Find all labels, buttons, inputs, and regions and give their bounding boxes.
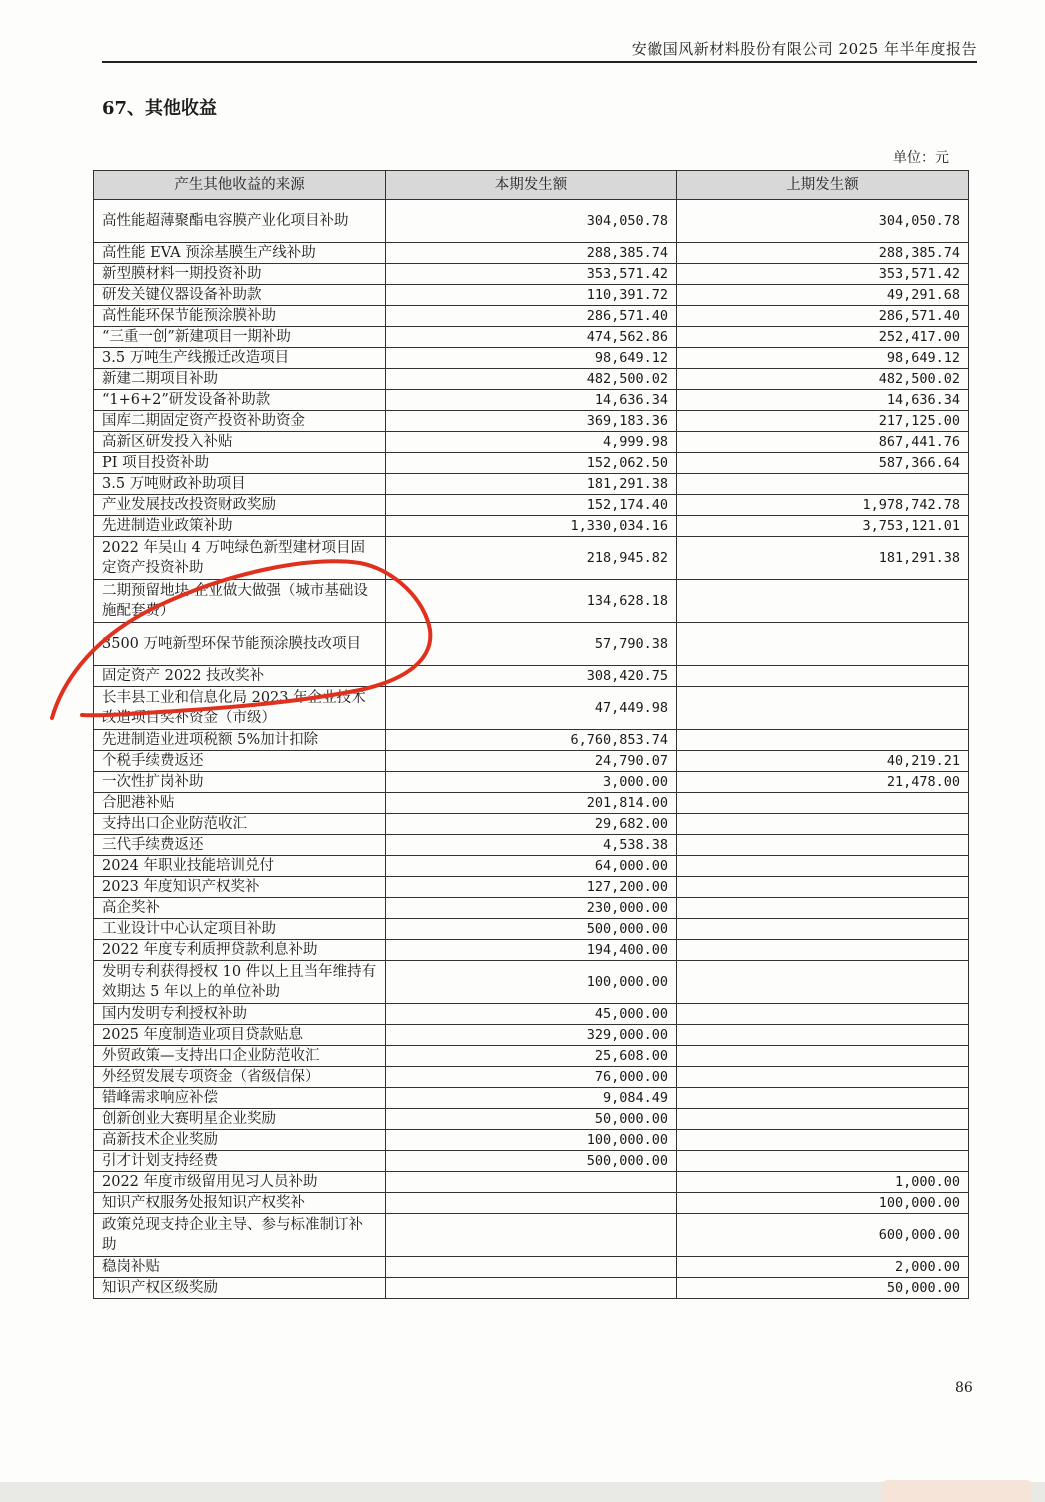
- table-row: [94, 306, 969, 327]
- header-current: 本期发生额: [386, 171, 677, 200]
- table-row: [94, 1046, 969, 1067]
- previous-amount-cell: 304,050.78: [677, 200, 969, 243]
- previous-amount-cell: [677, 898, 969, 919]
- table-row: [94, 285, 969, 306]
- table-row: [94, 1193, 969, 1214]
- source-cell: 高新区研发投入补贴: [94, 432, 386, 453]
- bottom-tab[interactable]: [882, 1480, 1032, 1502]
- current-amount-cell: 57,790.38: [386, 623, 677, 666]
- previous-amount-cell: 482,500.02: [677, 369, 969, 390]
- previous-amount-cell: [677, 1004, 969, 1025]
- source-cell: 个税手续费返还: [94, 751, 386, 772]
- table-row: [94, 772, 969, 793]
- current-amount-cell: 24,790.07: [386, 751, 677, 772]
- previous-amount-cell: 600,000.00: [677, 1214, 969, 1257]
- source-cell: 研发关键仪器设备补助款: [94, 285, 386, 306]
- source-cell: 2022 年吴山 4 万吨绿色新型建材项目固定资产投资补助: [94, 537, 386, 580]
- current-amount-cell: 194,400.00: [386, 940, 677, 961]
- source-cell: 稳岗补贴: [94, 1257, 386, 1278]
- table-row: [94, 243, 969, 264]
- previous-amount-cell: 21,478.00: [677, 772, 969, 793]
- table-row: [94, 961, 969, 1004]
- table-row: [94, 516, 969, 537]
- previous-amount-cell: 40,219.21: [677, 751, 969, 772]
- current-amount-cell: 1,330,034.16: [386, 516, 677, 537]
- current-amount-cell: 201,814.00: [386, 793, 677, 814]
- previous-amount-cell: 1,978,742.78: [677, 495, 969, 516]
- section-title: 67、其他收益: [102, 98, 218, 119]
- table-row: [94, 730, 969, 751]
- previous-amount-cell: 252,417.00: [677, 327, 969, 348]
- previous-amount-cell: 286,571.40: [677, 306, 969, 327]
- previous-amount-cell: [677, 666, 969, 687]
- previous-amount-cell: [677, 474, 969, 495]
- current-amount-cell: 76,000.00: [386, 1067, 677, 1088]
- previous-amount-cell: [677, 1151, 969, 1172]
- current-amount-cell: [386, 1193, 677, 1214]
- current-amount-cell: 50,000.00: [386, 1109, 677, 1130]
- current-amount-cell: 6,760,853.74: [386, 730, 677, 751]
- table-row: [94, 348, 969, 369]
- source-cell: 政策兑现支持企业主导、参与标准制订补助: [94, 1214, 386, 1257]
- current-amount-cell: 353,571.42: [386, 264, 677, 285]
- source-cell: 错峰需求响应补偿: [94, 1088, 386, 1109]
- current-amount-cell: 100,000.00: [386, 961, 677, 1004]
- table-row: [94, 200, 969, 243]
- other-income-table: [93, 170, 969, 1299]
- current-amount-cell: 152,062.50: [386, 453, 677, 474]
- current-amount-cell: 500,000.00: [386, 1151, 677, 1172]
- current-amount-cell: [386, 1172, 677, 1193]
- source-cell: 2022 年度市级留用见习人员补助: [94, 1172, 386, 1193]
- previous-amount-cell: [677, 835, 969, 856]
- table-row: [94, 1257, 969, 1278]
- previous-amount-cell: [677, 793, 969, 814]
- source-cell: 2024 年职业技能培训兑付: [94, 856, 386, 877]
- previous-amount-cell: 3,753,121.01: [677, 516, 969, 537]
- source-cell: 知识产权服务处报知识产权奖补: [94, 1193, 386, 1214]
- current-amount-cell: 152,174.40: [386, 495, 677, 516]
- current-amount-cell: [386, 1257, 677, 1278]
- table-row: [94, 898, 969, 919]
- previous-amount-cell: [677, 687, 969, 730]
- current-amount-cell: 288,385.74: [386, 243, 677, 264]
- previous-amount-cell: [677, 856, 969, 877]
- table-body: [94, 200, 969, 1299]
- table-row: [94, 1088, 969, 1109]
- source-cell: 二期预留地块-企业做大做强（城市基础设施配套费）: [94, 580, 386, 623]
- previous-amount-cell: [677, 814, 969, 835]
- current-amount-cell: 482,500.02: [386, 369, 677, 390]
- source-cell: 产业发展技改投资财政奖励: [94, 495, 386, 516]
- table-row: [94, 537, 969, 580]
- source-cell: 创新创业大赛明星企业奖励: [94, 1109, 386, 1130]
- source-cell: 引才计划支持经费: [94, 1151, 386, 1172]
- source-cell: 高性能 EVA 预涂基膜生产线补助: [94, 243, 386, 264]
- table-row: [94, 877, 969, 898]
- table-row: [94, 1130, 969, 1151]
- previous-amount-cell: 867,441.76: [677, 432, 969, 453]
- header-source: 产生其他收益的来源: [94, 171, 386, 200]
- previous-amount-cell: [677, 961, 969, 1004]
- table-row: [94, 793, 969, 814]
- current-amount-cell: 230,000.00: [386, 898, 677, 919]
- current-amount-cell: [386, 1214, 677, 1257]
- unit-label: 单位：元: [893, 150, 949, 166]
- source-cell: 新型膜材料一期投资补助: [94, 264, 386, 285]
- previous-amount-cell: [677, 1067, 969, 1088]
- current-amount-cell: 127,200.00: [386, 877, 677, 898]
- table-row: [94, 390, 969, 411]
- table-row: [94, 264, 969, 285]
- previous-amount-cell: 217,125.00: [677, 411, 969, 432]
- source-cell: 高新技术企业奖励: [94, 1130, 386, 1151]
- previous-amount-cell: 98,649.12: [677, 348, 969, 369]
- current-amount-cell: 100,000.00: [386, 1130, 677, 1151]
- current-amount-cell: 369,183.36: [386, 411, 677, 432]
- previous-amount-cell: 353,571.42: [677, 264, 969, 285]
- source-cell: 2022 年度专利质押贷款利息补助: [94, 940, 386, 961]
- previous-amount-cell: [677, 919, 969, 940]
- table-row: [94, 1151, 969, 1172]
- previous-amount-cell: [677, 623, 969, 666]
- previous-amount-cell: 50,000.00: [677, 1278, 969, 1299]
- current-amount-cell: 45,000.00: [386, 1004, 677, 1025]
- source-cell: 3.5 万吨生产线搬迁改造项目: [94, 348, 386, 369]
- table-row: [94, 495, 969, 516]
- source-cell: 国库二期固定资产投资补助资金: [94, 411, 386, 432]
- previous-amount-cell: 2,000.00: [677, 1257, 969, 1278]
- table-row: [94, 1214, 969, 1257]
- current-amount-cell: 286,571.40: [386, 306, 677, 327]
- previous-amount-cell: 181,291.38: [677, 537, 969, 580]
- previous-amount-cell: 288,385.74: [677, 243, 969, 264]
- previous-amount-cell: 14,636.34: [677, 390, 969, 411]
- table-row: [94, 919, 969, 940]
- table-row: [94, 940, 969, 961]
- source-cell: 工业设计中心认定项目补助: [94, 919, 386, 940]
- source-cell: 国内发明专利授权补助: [94, 1004, 386, 1025]
- page-number: 86: [955, 1380, 973, 1396]
- previous-amount-cell: 49,291.68: [677, 285, 969, 306]
- previous-amount-cell: 587,366.64: [677, 453, 969, 474]
- source-cell: 知识产权区级奖励: [94, 1278, 386, 1299]
- source-cell: 高企奖补: [94, 898, 386, 919]
- current-amount-cell: 4,538.38: [386, 835, 677, 856]
- current-amount-cell: 500,000.00: [386, 919, 677, 940]
- table-row: [94, 856, 969, 877]
- table-row: [94, 1172, 969, 1193]
- source-cell: PI 项目投资补助: [94, 453, 386, 474]
- previous-amount-cell: 100,000.00: [677, 1193, 969, 1214]
- current-amount-cell: 14,636.34: [386, 390, 677, 411]
- report-title: 安徽国风新材料股份有限公司 2025 年半年度报告: [631, 40, 977, 58]
- previous-amount-cell: [677, 940, 969, 961]
- source-cell: “三重一创”新建项目一期补助: [94, 327, 386, 348]
- table-row: [94, 327, 969, 348]
- table-row: [94, 1067, 969, 1088]
- current-amount-cell: 98,649.12: [386, 348, 677, 369]
- source-cell: 一次性扩岗补助: [94, 772, 386, 793]
- current-amount-cell: 29,682.00: [386, 814, 677, 835]
- previous-amount-cell: [677, 1025, 969, 1046]
- current-amount-cell: 134,628.18: [386, 580, 677, 623]
- table-row: [94, 623, 969, 666]
- table-row: [94, 369, 969, 390]
- header-previous: 上期发生额: [677, 171, 969, 200]
- current-amount-cell: 218,945.82: [386, 537, 677, 580]
- current-amount-cell: 47,449.98: [386, 687, 677, 730]
- source-cell: 合肥港补贴: [94, 793, 386, 814]
- source-cell: 支持出口企业防范收汇: [94, 814, 386, 835]
- source-cell: “1+6+2”研发设备补助款: [94, 390, 386, 411]
- previous-amount-cell: [677, 1109, 969, 1130]
- source-cell: 3.5 万吨财政补助项目: [94, 474, 386, 495]
- table-row: [94, 814, 969, 835]
- table-row: [94, 411, 969, 432]
- current-amount-cell: 25,608.00: [386, 1046, 677, 1067]
- table-row: [94, 453, 969, 474]
- previous-amount-cell: [677, 1088, 969, 1109]
- source-cell: 高性能环保节能预涂膜补助: [94, 306, 386, 327]
- source-cell: 固定资产 2022 技改奖补: [94, 666, 386, 687]
- source-cell: 长丰县工业和信息化局 2023 年企业技术改造项目奖补资金（市级）: [94, 687, 386, 730]
- current-amount-cell: 4,999.98: [386, 432, 677, 453]
- previous-amount-cell: [677, 730, 969, 751]
- table-row: [94, 666, 969, 687]
- current-amount-cell: 64,000.00: [386, 856, 677, 877]
- current-amount-cell: 474,562.86: [386, 327, 677, 348]
- current-amount-cell: 308,420.75: [386, 666, 677, 687]
- current-amount-cell: 110,391.72: [386, 285, 677, 306]
- previous-amount-cell: [677, 1130, 969, 1151]
- previous-amount-cell: [677, 877, 969, 898]
- current-amount-cell: [386, 1278, 677, 1299]
- source-cell: 新建二期项目补助: [94, 369, 386, 390]
- current-amount-cell: 3,000.00: [386, 772, 677, 793]
- source-cell: 2025 年度制造业项目贷款贴息: [94, 1025, 386, 1046]
- source-cell: 先进制造业进项税额 5%加计扣除: [94, 730, 386, 751]
- current-amount-cell: 9,084.49: [386, 1088, 677, 1109]
- current-amount-cell: 304,050.78: [386, 200, 677, 243]
- table-row: [94, 432, 969, 453]
- table-row: [94, 687, 969, 730]
- source-cell: 外经贸发展专项资金（省级信保）: [94, 1067, 386, 1088]
- table-row: [94, 1278, 969, 1299]
- source-cell: 2023 年度知识产权奖补: [94, 877, 386, 898]
- previous-amount-cell: [677, 580, 969, 623]
- source-cell: 外贸政策—支持出口企业防范收汇: [94, 1046, 386, 1067]
- source-cell: 三代手续费返还: [94, 835, 386, 856]
- source-cell: 先进制造业政策补助: [94, 516, 386, 537]
- source-cell: 3500 万吨新型环保节能预涂膜技改项目: [94, 623, 386, 666]
- table-row: [94, 1109, 969, 1130]
- source-cell: 发明专利获得授权 10 件以上且当年维持有效期达 5 年以上的单位补助: [94, 961, 386, 1004]
- table-row: [94, 1025, 969, 1046]
- previous-amount-cell: [677, 1046, 969, 1067]
- table-row: [94, 580, 969, 623]
- table-row: [94, 1004, 969, 1025]
- source-cell: 高性能超薄聚酯电容膜产业化项目补助: [94, 200, 386, 243]
- previous-amount-cell: 1,000.00: [677, 1172, 969, 1193]
- table-header-row: [94, 171, 969, 200]
- header-divider: [102, 61, 977, 63]
- current-amount-cell: 181,291.38: [386, 474, 677, 495]
- table-row: [94, 474, 969, 495]
- current-amount-cell: 329,000.00: [386, 1025, 677, 1046]
- table-row: [94, 835, 969, 856]
- table-row: [94, 751, 969, 772]
